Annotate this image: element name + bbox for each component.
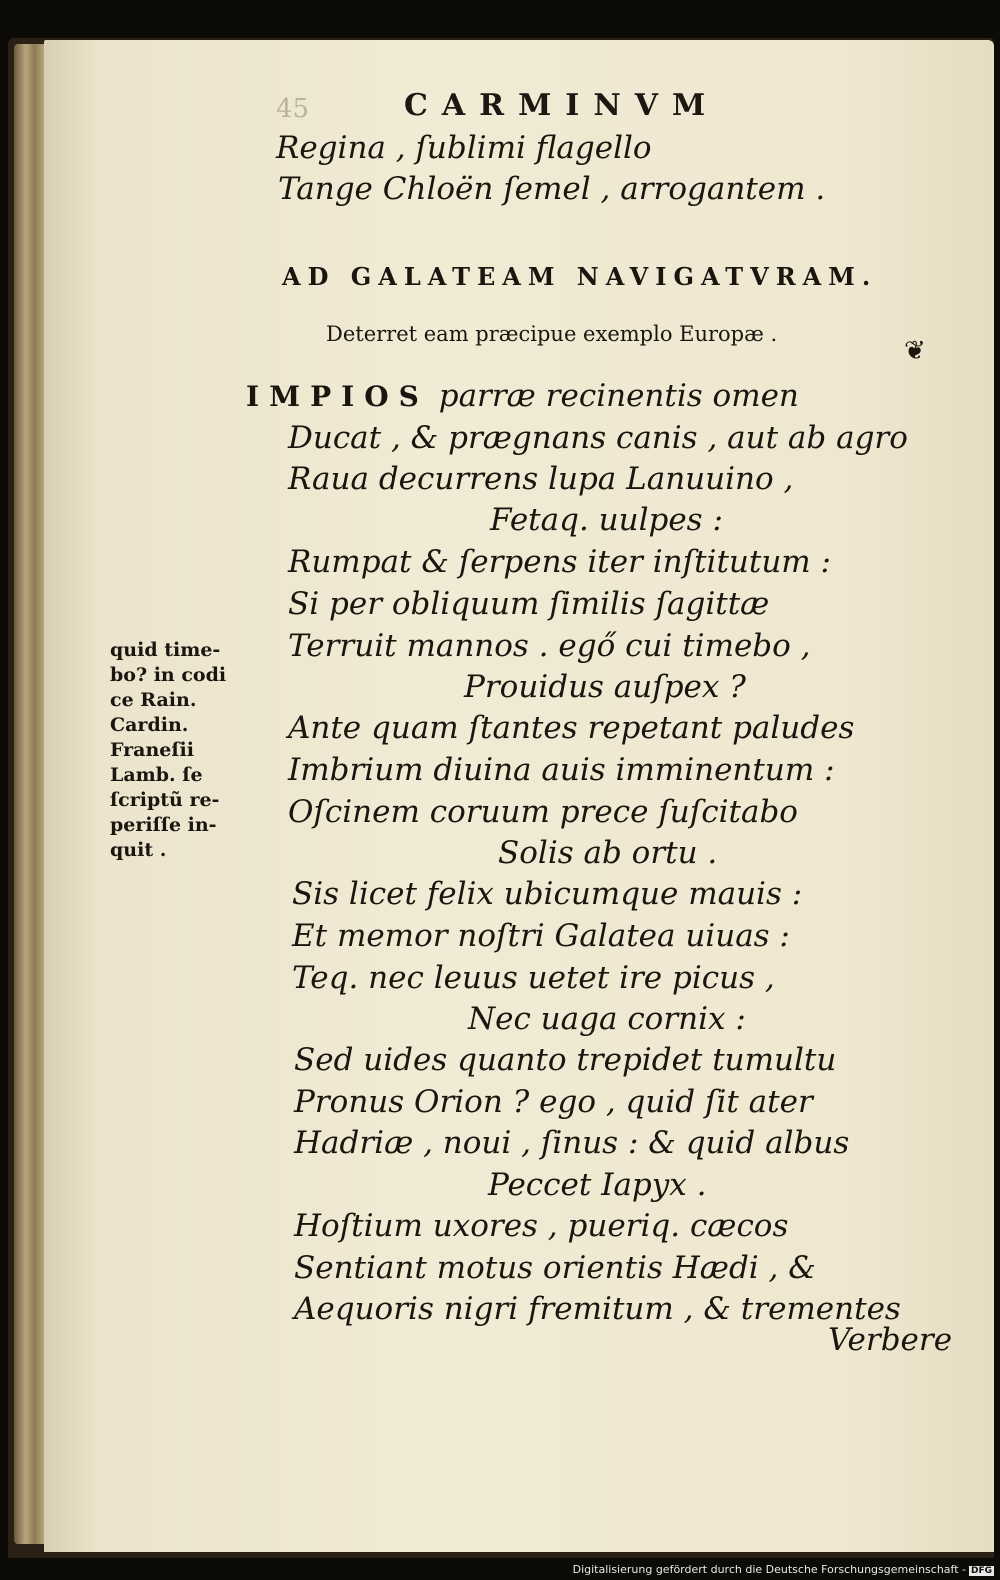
- poem-line-1: [246, 378, 799, 414]
- poem-line-9: Ante quam ſtantes repetant paludes: [288, 710, 855, 746]
- poem-line-3: Raua decurrens lupa Lanuuino ,: [288, 461, 794, 497]
- poem-line-2: Ducat , & prægnans canis , aut ab agro: [288, 420, 908, 456]
- ornament-mark: ❦: [904, 336, 926, 366]
- page-number: 45: [276, 94, 310, 124]
- poem-line-20: Peccet Iapyx .: [488, 1167, 707, 1203]
- marginal-note: quid time- bo? in codi ce Rain. Cardin. Franeſii Lamb. ſe ſcriptũ re- periſſe in- quit .: [110, 639, 227, 861]
- poem-line-18: Pronus Orion ? ego , quid ſit ater: [294, 1084, 813, 1120]
- page-edge: [14, 44, 48, 1544]
- poem-line-5: Rumpat & ſerpens iter inſtitutum :: [288, 544, 831, 580]
- book-page: [44, 40, 994, 1552]
- poem-line-23: Aequoris nigri fremitum , & trementes: [294, 1291, 901, 1327]
- poem-heading: AD GALATEAM NAVIGATVRAM.: [282, 262, 878, 291]
- poem-argument: Deterret eam præcipue exemplo Europæ .: [326, 322, 778, 346]
- poem-line-15: Teq. nec leuus uetet ire picus ,: [292, 960, 775, 996]
- poem-line-8: Prouidus auſpex ?: [464, 669, 746, 705]
- footer-text: Digitalisierung gefördert durch die Deutsche Forschungsgemeinschaft -: [572, 1563, 966, 1576]
- poem-line-21: Hoſtium uxores , pueriq. cæcos: [294, 1208, 789, 1244]
- poem-line-6: Si per obliquum ſimilis ſagittæ: [288, 586, 770, 622]
- poem-line-14: Et memor noſtri Galatea uiuas :: [292, 918, 790, 954]
- poem-line-12: Solis ab ortu .: [498, 835, 718, 871]
- poem-line-10: Imbrium diuina auis imminentum :: [288, 752, 835, 788]
- catchword: Verbere: [828, 1322, 953, 1358]
- poem-line-16: Nec uaga cornix :: [468, 1001, 746, 1037]
- dfg-logo: DFG: [970, 1566, 992, 1576]
- poem-line-22: Sentiant motus orientis Hædi , &: [294, 1250, 816, 1286]
- poem-line-13: Sis licet felix ubicumque mauis :: [292, 876, 803, 912]
- poem-line-17: Sed uides quanto trepidet tumultu: [294, 1042, 837, 1078]
- prev-line-1: Regina , ſublimi flagello: [276, 130, 652, 166]
- footer-credit: [573, 1563, 994, 1576]
- poem-line-11: Oſcinem coruum prece ſuſcitabo: [288, 794, 798, 830]
- poem-line-7: Terruit mannos . egő cui timebo ,: [288, 628, 811, 664]
- running-head: CARMINVM: [404, 88, 720, 123]
- poem-line-1-text: parræ recinentis omen: [438, 378, 799, 414]
- poem-line-4: Fetaq. uulpes :: [490, 502, 723, 538]
- poem-line-19: Hadriæ , noui , ſinus : & quid albus: [294, 1125, 850, 1161]
- prev-line-2: Tange Chloën ſemel , arrogantem .: [278, 171, 826, 207]
- initial-word: IMPIOS: [246, 380, 429, 413]
